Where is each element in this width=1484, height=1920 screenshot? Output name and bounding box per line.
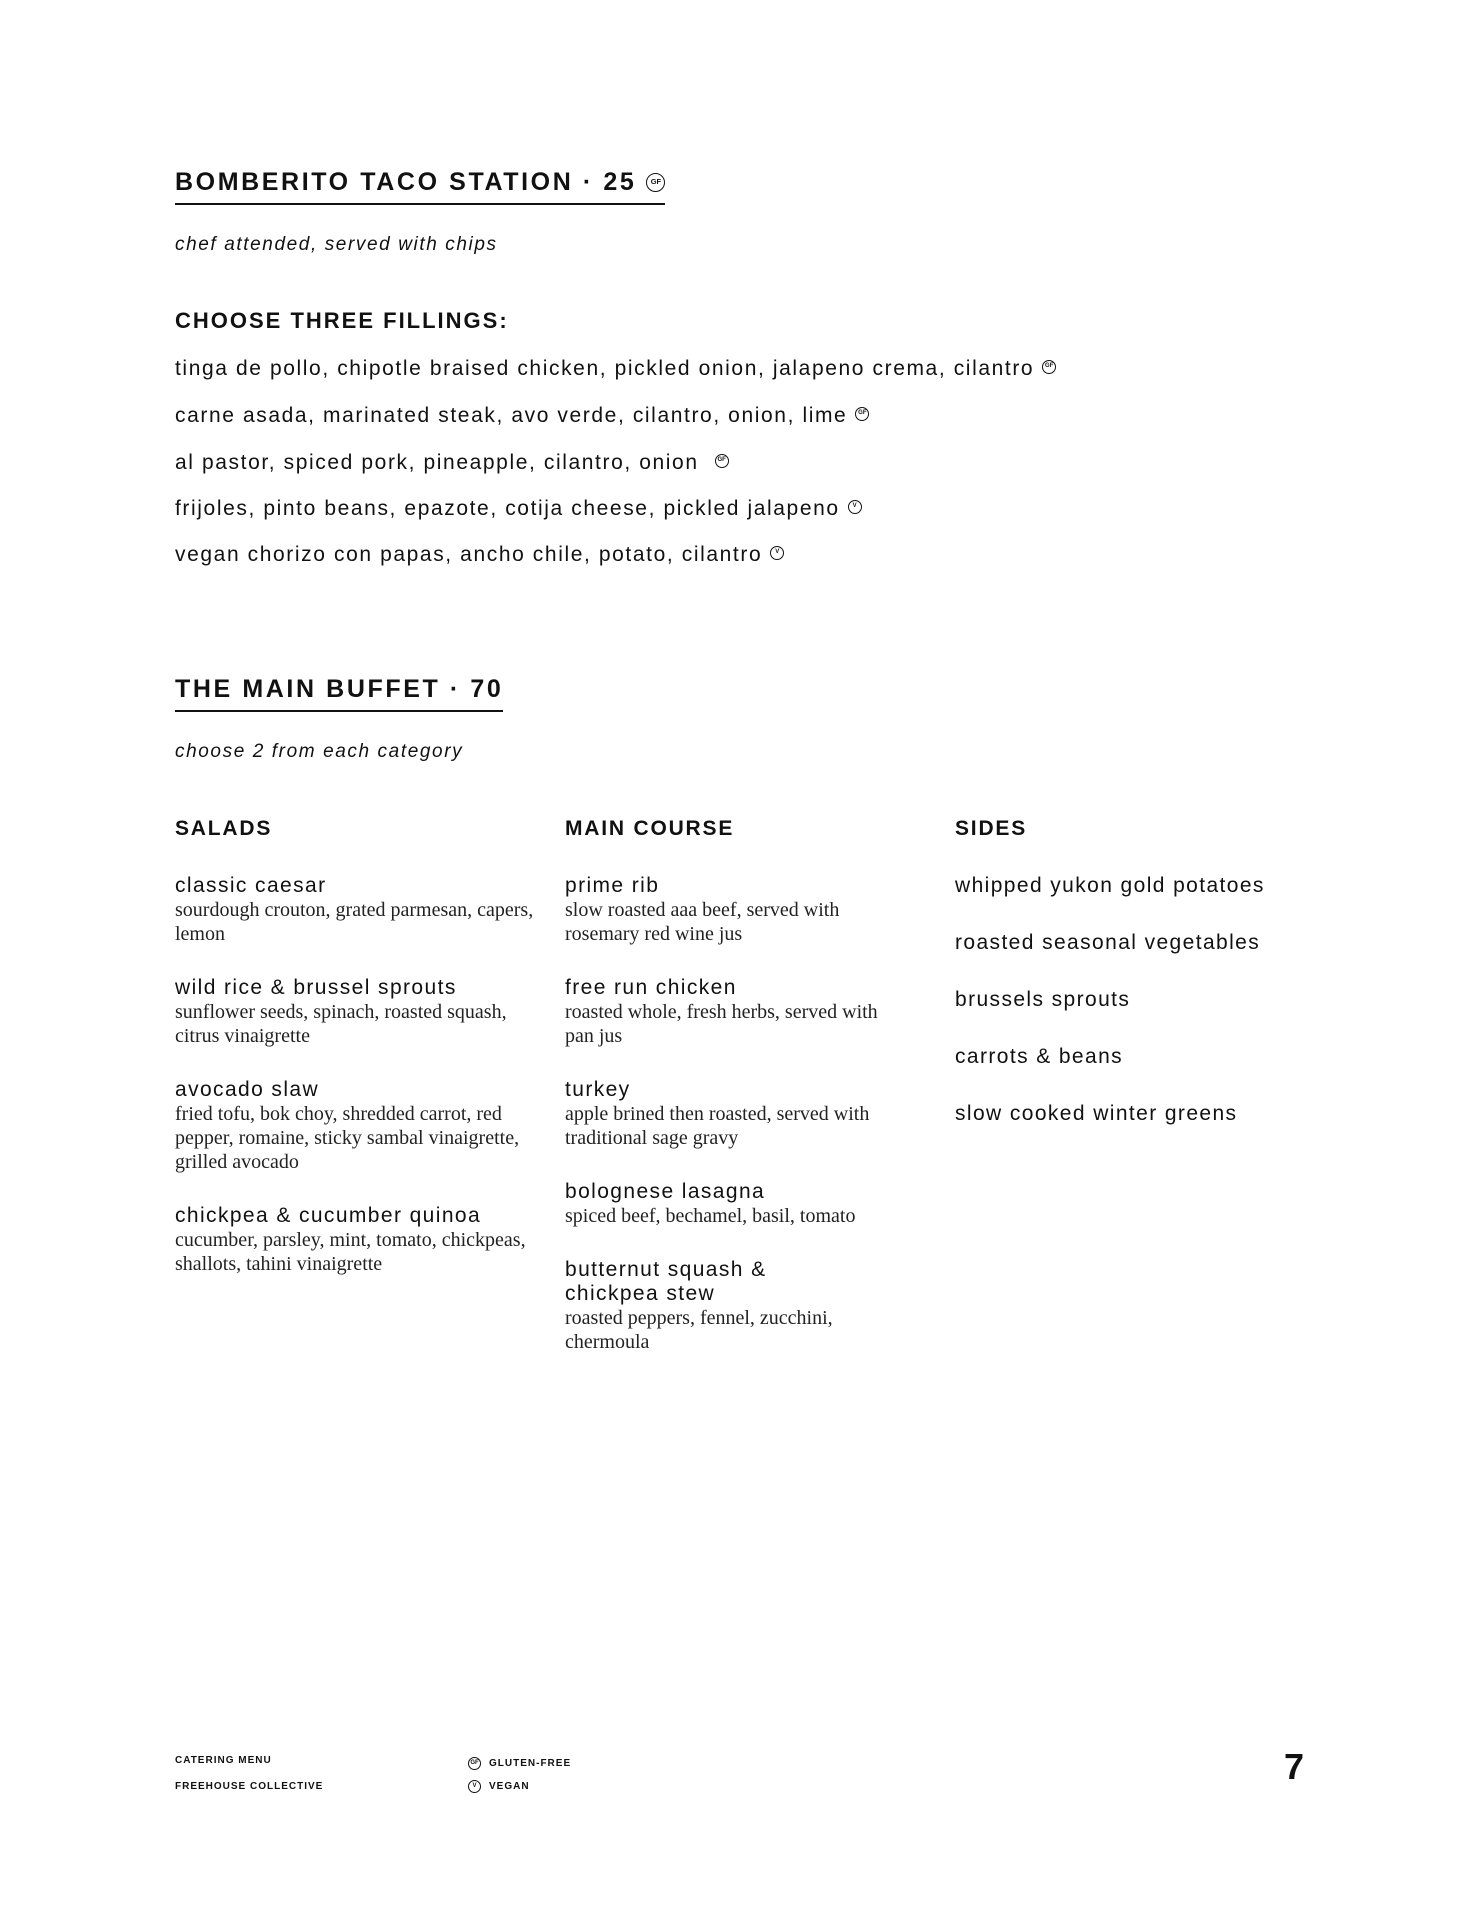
filling-item [175, 404, 869, 428]
filling-item [175, 357, 1056, 381]
main-buffet-title [175, 675, 503, 712]
item-name: classic caesar [175, 874, 327, 897]
menu-item [175, 1204, 535, 1276]
menu-item [565, 976, 910, 1048]
item-description: fried tofu, bok choy, shredded carrot, red pepper, romaine, sticky sambal vinaigrette, grilled avocado [175, 1103, 520, 1173]
filling-text: frijoles, pinto beans, epazote, cotija cheese, pickled jalapeno [175, 497, 840, 520]
main-course-heading: MAIN COURSE [565, 817, 735, 840]
gluten-free-icon: GF [855, 407, 869, 421]
salads-column [175, 817, 535, 1306]
menu-item [175, 1078, 535, 1174]
side-item: brussels sprouts [955, 988, 1131, 1011]
item-name: butternut squash & chickpea stew [565, 1258, 767, 1305]
side-item: roasted seasonal vegetables [955, 931, 1261, 954]
legend-vegan [468, 1780, 530, 1793]
footer-catering-menu: CATERING MENU [175, 1755, 272, 1766]
legend-label: VEGAN [489, 1781, 530, 1792]
item-name: free run chicken [565, 976, 737, 999]
menu-item [565, 1180, 910, 1228]
item-description: spiced beef, bechamel, basil, tomato [565, 1205, 856, 1227]
side-item: carrots & beans [955, 1045, 1124, 1068]
item-description: slow roasted aaa beef, served with rosemary red wine jus [565, 899, 840, 945]
filling-item [175, 451, 729, 475]
filling-text: tinga de pollo, chipotle braised chicken, pickled onion, jalapeno crema, cilantro [175, 357, 1035, 380]
gluten-free-icon: GF [646, 173, 665, 192]
legend-gluten-free [468, 1757, 571, 1770]
salads-heading: SALADS [175, 817, 273, 840]
filling-item [175, 543, 784, 567]
gluten-free-icon: GF [1042, 360, 1056, 374]
vegan-icon: V [770, 546, 784, 560]
taco-station-title [175, 168, 665, 205]
item-name: wild rice & brussel sprouts [175, 976, 457, 999]
gluten-free-icon: GF [468, 1757, 481, 1770]
main-buffet-subtitle: choose 2 from each category [175, 741, 464, 762]
legend-label: GLUTEN-FREE [489, 1758, 572, 1769]
gluten-free-icon: GF [715, 454, 729, 468]
item-description: apple brined then roasted, served with traditional sage gravy [565, 1103, 870, 1149]
item-name: avocado slaw [175, 1078, 320, 1101]
main-course-column [565, 817, 910, 1384]
item-description: cucumber, parsley, mint, tomato, chickpeas, shallots, tahini vinaigrette [175, 1229, 526, 1275]
vegan-icon: V [468, 1780, 481, 1793]
item-name: turkey [565, 1078, 631, 1101]
side-item: whipped yukon gold potatoes [955, 874, 1265, 897]
menu-item [175, 976, 535, 1048]
page-number: 7 [1284, 1746, 1305, 1787]
sides-column [955, 817, 1335, 1159]
vegan-icon: V [848, 500, 862, 514]
item-name: prime rib [565, 874, 660, 897]
item-name: chickpea & cucumber quinoa [175, 1204, 482, 1227]
menu-item [565, 874, 910, 946]
menu-item [175, 874, 535, 946]
item-description: roasted whole, fresh herbs, served with pan jus [565, 1001, 878, 1047]
choose-fillings-heading: CHOOSE THREE FILLINGS: [175, 308, 509, 333]
filling-text: carne asada, marinated steak, avo verde, cilantro, onion, lime [175, 404, 848, 427]
item-description: sunflower seeds, spinach, roasted squash, citrus vinaigrette [175, 1001, 507, 1047]
filling-item [175, 497, 862, 521]
main-buffet-title-text: THE MAIN BUFFET · 70 [175, 675, 504, 703]
sides-heading: SIDES [955, 817, 1028, 840]
menu-item [565, 1258, 910, 1354]
footer-freehouse-collective: FREEHOUSE COLLECTIVE [175, 1781, 324, 1792]
taco-station-subtitle: chef attended, served with chips [175, 234, 498, 255]
filling-text: vegan chorizo con papas, ancho chile, potato, cilantro [175, 543, 763, 566]
taco-station-title-text: BOMBERITO TACO STATION · 25 [175, 168, 637, 196]
side-item: slow cooked winter greens [955, 1102, 1238, 1125]
filling-text: al pastor, spiced pork, pineapple, cilantro, onion [175, 451, 699, 474]
item-name: bolognese lasagna [565, 1180, 766, 1203]
menu-item [565, 1078, 910, 1150]
item-description: sourdough crouton, grated parmesan, capers, lemon [175, 899, 534, 945]
item-description: roasted peppers, fennel, zucchini, chermoula [565, 1307, 833, 1353]
